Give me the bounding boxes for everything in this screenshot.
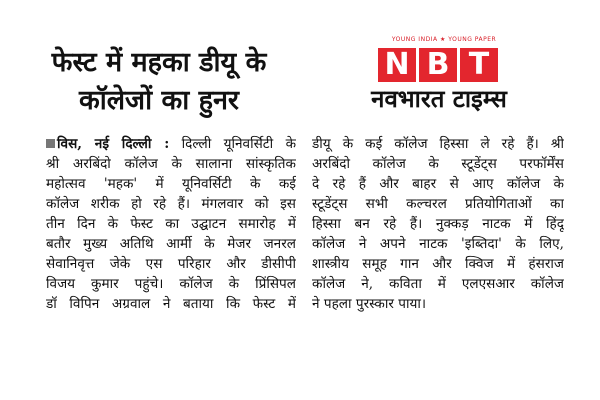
- article-column-left: [46, 134, 296, 314]
- logo-letter-n: N: [378, 48, 416, 82]
- article-line: डॉ विपिन अग्रवाल ने बताया कि फेस्ट में: [46, 296, 296, 312]
- logo-letters: [378, 48, 498, 82]
- article-line: दे रहे हैं और बाहर से आए कॉलेज के: [312, 176, 564, 192]
- article-headline: [18, 44, 300, 120]
- nbt-logo: [322, 36, 554, 116]
- article-line: कॉलेज शरीक हो रहे हैं। मंगलवार को इस: [46, 196, 296, 212]
- article-line: डीयू के कई कॉलेज हिस्सा ले रहे हैं। श्री: [312, 136, 564, 152]
- article-column-right: [312, 134, 564, 314]
- headline-line-1: फेस्ट में महका डीयू के: [51, 47, 267, 78]
- article-line: सेवानिवृत्त जेके एस परिहार और डीसीपी: [46, 256, 296, 272]
- article-line: ने पहला पुरस्कार पाया।: [312, 296, 427, 312]
- logo-letter-t: T: [460, 48, 498, 82]
- article-line: कॉलेज ने, कविता में एलएसआर कॉलेज: [312, 276, 564, 292]
- logo-tagline: YOUNG INDIA ★ YOUNG PAPER: [391, 36, 497, 43]
- article-line: विजय कुमार पहुंचे। कॉलेज के प्रिंसिपल: [46, 276, 296, 292]
- article-line: तीन दिन के फेस्ट का उद्घाटन समारोह में: [46, 216, 296, 232]
- logo-letter-b: B: [419, 48, 457, 82]
- bullet-square-icon: [46, 139, 55, 148]
- article-line: हिस्सा बन रहे हैं। नुक्कड़ नाटक में हिंदू: [312, 216, 564, 232]
- article-line: कॉलेज ने अपने नाटक 'इब्तिदा' के लिए,: [312, 236, 564, 252]
- article-line: स्टूडेंट्स सभी कल्चरल प्रतियोगिताओं का: [312, 196, 564, 212]
- article-dateline: विस, नई दिल्ली :: [57, 136, 170, 152]
- article-line: [46, 134, 296, 154]
- logo-wordmark: नवभारत टाइम्स: [371, 85, 507, 113]
- article-line: अरबिंदो कॉलेज के स्टूडेंट्स परफॉर्मेंस: [312, 156, 564, 172]
- headline-line-2: कॉलेजों का हुनर: [79, 85, 239, 116]
- article-line: महोत्सव 'महक' में यूनिवर्सिटी के कई: [46, 176, 296, 192]
- article-line: शास्त्रीय समूह गान और क्विज में हंसराज: [312, 256, 564, 272]
- article-line: बतौर मुख्य अतिथि आर्मी के मेजर जनरल: [46, 236, 296, 252]
- article-line-text: दिल्ली यूनिवर्सिटी के: [181, 136, 296, 152]
- article-line: श्री अरबिंदो कॉलेज के सालाना सांस्कृतिक: [46, 156, 296, 172]
